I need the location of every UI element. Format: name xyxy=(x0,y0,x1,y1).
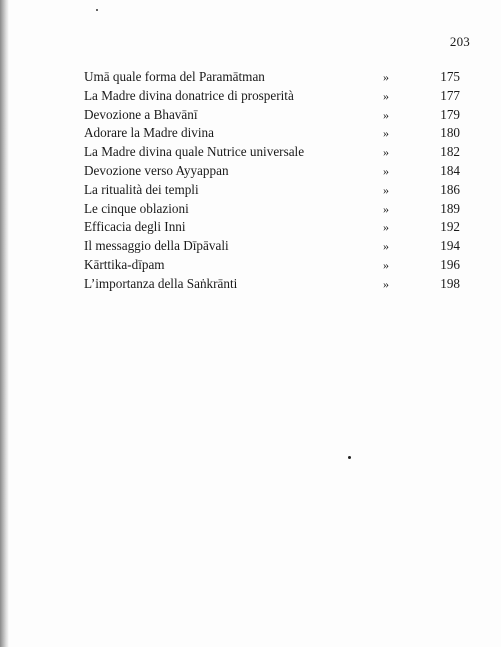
toc-entry xyxy=(0,256,501,275)
toc-entry-page: 179 xyxy=(440,106,460,122)
toc-entry-title: L’importanza della Saṅkrānti xyxy=(84,275,238,291)
toc-entry xyxy=(0,162,501,181)
toc-entry-page: 177 xyxy=(440,87,460,103)
toc-entry-page: 175 xyxy=(440,69,460,84)
toc-entry-page: 189 xyxy=(440,200,460,216)
scan-speck xyxy=(348,456,351,459)
toc-entry-title: Umā quale forma del Paramātman xyxy=(84,69,265,84)
toc-entry xyxy=(0,143,501,162)
toc-entry xyxy=(0,200,501,219)
table-of-contents xyxy=(0,68,501,294)
toc-entry-ditto-mark: » xyxy=(383,126,389,141)
toc-entry xyxy=(0,87,501,106)
toc-entry-title: Il messaggio della Dīpāvali xyxy=(84,238,229,254)
toc-entry-title: Devozione verso Ayyappan xyxy=(84,162,229,178)
toc-entry xyxy=(0,275,501,294)
toc-entry-ditto-mark: » xyxy=(383,239,389,254)
toc-entry-title: La ritualità dei templi xyxy=(84,181,199,197)
toc-entry-page: 196 xyxy=(440,256,460,272)
toc-entry-title: Le cinque oblazioni xyxy=(84,200,189,216)
toc-entry-page: 186 xyxy=(440,181,460,197)
toc-entry-ditto-mark: » xyxy=(383,70,389,84)
toc-entry-page: 182 xyxy=(440,144,460,160)
toc-entry-ditto-mark: » xyxy=(383,107,389,122)
page-number: 203 xyxy=(449,34,470,49)
toc-entry-ditto-mark: » xyxy=(383,220,389,235)
toc-entry-ditto-mark: » xyxy=(383,182,389,197)
toc-entry xyxy=(0,68,501,87)
toc-entry-title: La Madre divina donatrice di prosperità xyxy=(84,87,294,103)
toc-entry xyxy=(0,124,501,143)
toc-entry xyxy=(0,237,501,256)
toc-entry-title: Devozione a Bhavānī xyxy=(84,106,198,122)
toc-entry-ditto-mark: » xyxy=(383,163,389,178)
toc-entry-ditto-mark: » xyxy=(383,201,389,216)
toc-entry-title: Adorare la Madre divina xyxy=(84,125,214,141)
toc-entry-ditto-mark: » xyxy=(383,145,389,160)
scan-speck xyxy=(96,9,98,11)
toc-entry-page: 194 xyxy=(440,238,460,254)
toc-entry-title: Efficacia degli Inni xyxy=(84,219,186,235)
toc-entry-title: Kārttika-dīpam xyxy=(84,256,165,272)
toc-entry-page: 192 xyxy=(440,219,460,235)
toc-entry-page: 180 xyxy=(440,125,460,141)
toc-entry-title: La Madre divina quale Nutrice universale xyxy=(84,144,305,160)
toc-entry-page: 184 xyxy=(440,162,460,178)
toc-entry-ditto-mark: » xyxy=(383,88,389,103)
toc-entry xyxy=(0,106,501,125)
toc-entry-ditto-mark: » xyxy=(383,257,389,272)
toc-entry xyxy=(0,218,501,237)
toc-entry-page: 198 xyxy=(440,275,460,291)
toc-entry-ditto-mark: » xyxy=(383,276,389,291)
toc-entry xyxy=(0,181,501,200)
